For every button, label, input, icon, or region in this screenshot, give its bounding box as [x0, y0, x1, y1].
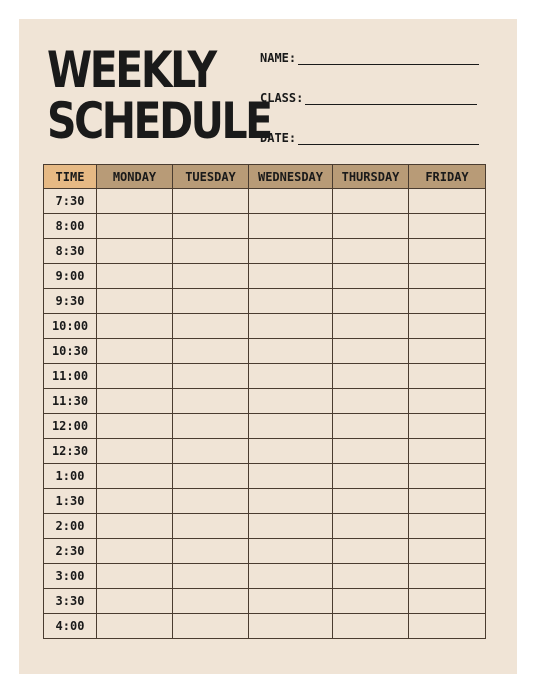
monday-cell[interactable]	[97, 214, 173, 239]
wednesday-cell[interactable]	[249, 214, 333, 239]
wednesday-cell[interactable]	[249, 189, 333, 214]
tuesday-cell[interactable]	[173, 339, 249, 364]
friday-cell[interactable]	[409, 614, 486, 639]
time-cell: 8:30	[44, 239, 97, 264]
name-field	[260, 49, 479, 65]
monday-cell[interactable]	[97, 614, 173, 639]
thursday-cell[interactable]	[333, 214, 409, 239]
header-thursday: THURSDAY	[333, 165, 409, 189]
header-time: TIME	[44, 165, 97, 189]
time-cell: 11:00	[44, 364, 97, 389]
tuesday-cell[interactable]	[173, 439, 249, 464]
wednesday-cell[interactable]	[249, 564, 333, 589]
friday-cell[interactable]	[409, 389, 486, 414]
thursday-cell[interactable]	[333, 539, 409, 564]
wednesday-cell[interactable]	[249, 614, 333, 639]
thursday-cell[interactable]	[333, 314, 409, 339]
friday-cell[interactable]	[409, 589, 486, 614]
header-friday: FRIDAY	[409, 165, 486, 189]
wednesday-cell[interactable]	[249, 464, 333, 489]
time-cell: 9:30	[44, 289, 97, 314]
header-monday: MONDAY	[97, 165, 173, 189]
table-row	[44, 439, 486, 464]
wednesday-cell[interactable]	[249, 264, 333, 289]
friday-cell[interactable]	[409, 364, 486, 389]
table-row	[44, 614, 486, 639]
wednesday-cell[interactable]	[249, 414, 333, 439]
header-row	[44, 165, 486, 189]
wednesday-cell[interactable]	[249, 239, 333, 264]
time-cell: 3:30	[44, 589, 97, 614]
wednesday-cell[interactable]	[249, 339, 333, 364]
tuesday-cell[interactable]	[173, 539, 249, 564]
wednesday-cell[interactable]	[249, 364, 333, 389]
tuesday-cell[interactable]	[173, 514, 249, 539]
friday-cell[interactable]	[409, 314, 486, 339]
thursday-cell[interactable]	[333, 189, 409, 214]
date-label: DATE:	[260, 131, 297, 145]
table-row	[44, 339, 486, 364]
tuesday-cell[interactable]	[173, 264, 249, 289]
time-cell: 11:30	[44, 389, 97, 414]
header-wednesday: WEDNESDAY	[249, 165, 333, 189]
friday-cell[interactable]	[409, 539, 486, 564]
header-tuesday: TUESDAY	[173, 165, 249, 189]
time-cell: 10:30	[44, 339, 97, 364]
wednesday-cell[interactable]	[249, 589, 333, 614]
tuesday-cell[interactable]	[173, 189, 249, 214]
friday-cell[interactable]	[409, 464, 486, 489]
wednesday-cell[interactable]	[249, 439, 333, 464]
friday-cell[interactable]	[409, 414, 486, 439]
thursday-cell[interactable]	[333, 614, 409, 639]
monday-cell[interactable]	[97, 564, 173, 589]
wednesday-cell[interactable]	[249, 389, 333, 414]
monday-cell[interactable]	[97, 339, 173, 364]
friday-cell[interactable]	[409, 564, 486, 589]
tuesday-cell[interactable]	[173, 239, 249, 264]
time-cell: 12:00	[44, 414, 97, 439]
table-row	[44, 289, 486, 314]
table-row	[44, 514, 486, 539]
thursday-cell[interactable]	[333, 364, 409, 389]
friday-cell[interactable]	[409, 514, 486, 539]
table-row	[44, 364, 486, 389]
table-row	[44, 264, 486, 289]
friday-cell[interactable]	[409, 239, 486, 264]
friday-cell[interactable]	[409, 264, 486, 289]
table-row	[44, 189, 486, 214]
friday-cell[interactable]	[409, 439, 486, 464]
friday-cell[interactable]	[409, 339, 486, 364]
title-line-schedule: SCHEDULE	[47, 92, 271, 150]
tuesday-cell[interactable]	[173, 464, 249, 489]
name-label: NAME:	[260, 51, 297, 65]
table-row	[44, 539, 486, 564]
class-line[interactable]	[305, 92, 477, 105]
table-row	[44, 239, 486, 264]
thursday-cell[interactable]	[333, 514, 409, 539]
wednesday-cell[interactable]	[249, 514, 333, 539]
thursday-cell[interactable]	[333, 464, 409, 489]
wednesday-cell[interactable]	[249, 489, 333, 514]
class-field	[260, 89, 477, 105]
tuesday-cell[interactable]	[173, 614, 249, 639]
time-cell: 7:30	[44, 189, 97, 214]
thursday-cell[interactable]	[333, 414, 409, 439]
monday-cell[interactable]	[97, 389, 173, 414]
thursday-cell[interactable]	[333, 389, 409, 414]
monday-cell[interactable]	[97, 464, 173, 489]
monday-cell[interactable]	[97, 414, 173, 439]
tuesday-cell[interactable]	[173, 489, 249, 514]
thursday-cell[interactable]	[333, 439, 409, 464]
table-row	[44, 214, 486, 239]
thursday-cell[interactable]	[333, 589, 409, 614]
monday-cell[interactable]	[97, 239, 173, 264]
friday-cell[interactable]	[409, 189, 486, 214]
tuesday-cell[interactable]	[173, 414, 249, 439]
title-line-weekly: WEEKLY	[47, 41, 215, 99]
time-cell: 1:00	[44, 464, 97, 489]
monday-cell[interactable]	[97, 489, 173, 514]
tuesday-cell[interactable]	[173, 389, 249, 414]
friday-cell[interactable]	[409, 489, 486, 514]
table-row	[44, 589, 486, 614]
time-cell: 9:00	[44, 264, 97, 289]
monday-cell[interactable]	[97, 264, 173, 289]
time-cell: 8:00	[44, 214, 97, 239]
monday-cell[interactable]	[97, 539, 173, 564]
schedule-table	[43, 164, 486, 639]
tuesday-cell[interactable]	[173, 564, 249, 589]
tuesday-cell[interactable]	[173, 289, 249, 314]
monday-cell[interactable]	[97, 439, 173, 464]
table-row	[44, 564, 486, 589]
monday-cell[interactable]	[97, 314, 173, 339]
table-row	[44, 489, 486, 514]
time-cell: 12:30	[44, 439, 97, 464]
monday-cell[interactable]	[97, 364, 173, 389]
page-title	[47, 41, 271, 150]
name-line[interactable]	[298, 52, 479, 65]
monday-cell[interactable]	[97, 189, 173, 214]
time-cell: 4:00	[44, 614, 97, 639]
thursday-cell[interactable]	[333, 264, 409, 289]
wednesday-cell[interactable]	[249, 314, 333, 339]
tuesday-cell[interactable]	[173, 214, 249, 239]
friday-cell[interactable]	[409, 214, 486, 239]
tuesday-cell[interactable]	[173, 364, 249, 389]
time-cell: 3:00	[44, 564, 97, 589]
thursday-cell[interactable]	[333, 289, 409, 314]
class-label: CLASS:	[260, 91, 304, 105]
time-cell: 10:00	[44, 314, 97, 339]
monday-cell[interactable]	[97, 514, 173, 539]
table-row	[44, 464, 486, 489]
thursday-cell[interactable]	[333, 564, 409, 589]
wednesday-cell[interactable]	[249, 539, 333, 564]
monday-cell[interactable]	[97, 589, 173, 614]
monday-cell[interactable]	[97, 289, 173, 314]
thursday-cell[interactable]	[333, 489, 409, 514]
friday-cell[interactable]	[409, 289, 486, 314]
table-row	[44, 314, 486, 339]
tuesday-cell[interactable]	[173, 314, 249, 339]
thursday-cell[interactable]	[333, 239, 409, 264]
table-row	[44, 414, 486, 439]
date-line[interactable]	[298, 132, 479, 145]
schedule-page	[19, 19, 517, 674]
date-field	[260, 129, 479, 145]
table-row	[44, 389, 486, 414]
schedule-body	[44, 189, 486, 639]
wednesday-cell[interactable]	[249, 289, 333, 314]
time-cell: 2:30	[44, 539, 97, 564]
thursday-cell[interactable]	[333, 339, 409, 364]
time-cell: 1:30	[44, 489, 97, 514]
tuesday-cell[interactable]	[173, 589, 249, 614]
time-cell: 2:00	[44, 514, 97, 539]
